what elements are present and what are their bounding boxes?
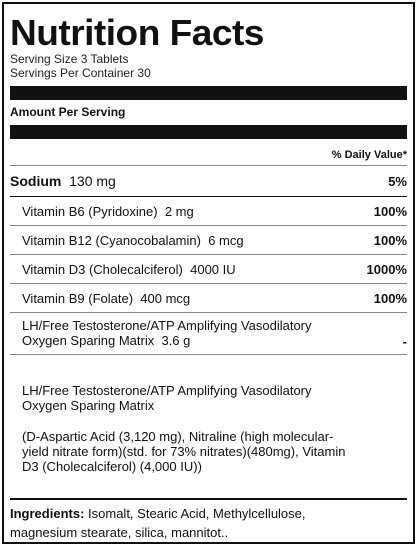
spacer [22,413,407,429]
other-ingredients-line2: magnesium stearate, silica, mannitot.. [10,525,229,540]
thick-divider [10,86,407,100]
blend-detail [10,355,407,474]
servings-per-container: Servings Per Container 30 [10,66,151,80]
nutrient-row [10,255,407,284]
daily-value-header: % Daily Value* [10,139,407,166]
blend-name-line1: LH/Free Testosterone/ATP Amplifying Vasodilatory [22,318,312,333]
medium-divider [10,125,407,139]
ingredients-label: Ingredients: [10,506,85,521]
blend-ingredients-line2: yield nitrate form)(std. for 73% nitrates)(480mg), Vitamin [22,444,346,459]
blend-dv: - [402,334,407,349]
nutrient-name [22,233,244,248]
nutrient-label: Vitamin B12 (Cyanocobalamin) [22,232,201,248]
nutrient-amount: 6 mcg [208,232,244,248]
blend-ingredients-line1: (D-Aspartic Acid (3,120 mg), Nitraline (high molecular- [22,429,334,444]
sodium-label: Sodium [10,173,62,189]
nutrient-amount: 400 mcg [140,290,191,306]
amount-per-serving: Amount Per Serving [10,105,126,119]
nutrient-name [22,204,194,219]
nutrient-dv: 100% [373,232,407,248]
nutrient-amount: 4000 IU [190,261,236,277]
nutrient-amount: 2 mg [164,203,194,219]
nutrient-row [10,197,407,226]
blend-detail-line2: Oxygen Sparing Matrix [22,398,155,413]
blend-row [10,313,407,355]
panel-title: Nutrition Facts [10,12,264,53]
nutrient-label: Vitamin D3 (Cholecalciferol) [22,261,183,277]
nutrient-name [22,262,236,277]
blend-detail-line1: LH/Free Testosterone/ATP Amplifying Vasodilatory [22,383,312,398]
nutrient-row-sodium [10,166,407,197]
ingredients-text: Isomalt, Stearic Acid, Methylcellulose, [88,506,306,521]
nutrient-dv: 1000% [366,261,407,277]
blend-amount: 3.6 g [161,333,191,348]
sodium-amount: 130 mg [69,173,116,189]
other-ingredients [10,498,407,542]
nutrient-dv: 100% [373,203,407,219]
nutrient-label: Vitamin B9 (Folate) [22,290,134,306]
nutrition-facts-panel [2,2,415,544]
nutrient-dv: 100% [373,290,407,306]
nutrient-name [22,291,190,306]
sodium-dv: 5% [388,173,407,189]
nutrient-row [10,226,407,255]
nutrient-label: Vitamin B6 (Pyridoxine) [22,203,158,219]
serving-size: Serving Size 3 Tablets [10,52,129,66]
blend-ingredients-line3: D3 (Cholecalciferol) (4,000 IU)) [22,459,202,474]
other-ingredients-line1 [10,504,407,523]
nutrient-name [10,173,116,189]
nutrient-row [10,284,407,313]
blend-name-line2 [22,333,407,348]
blend-name: Oxygen Sparing Matrix [22,333,155,348]
